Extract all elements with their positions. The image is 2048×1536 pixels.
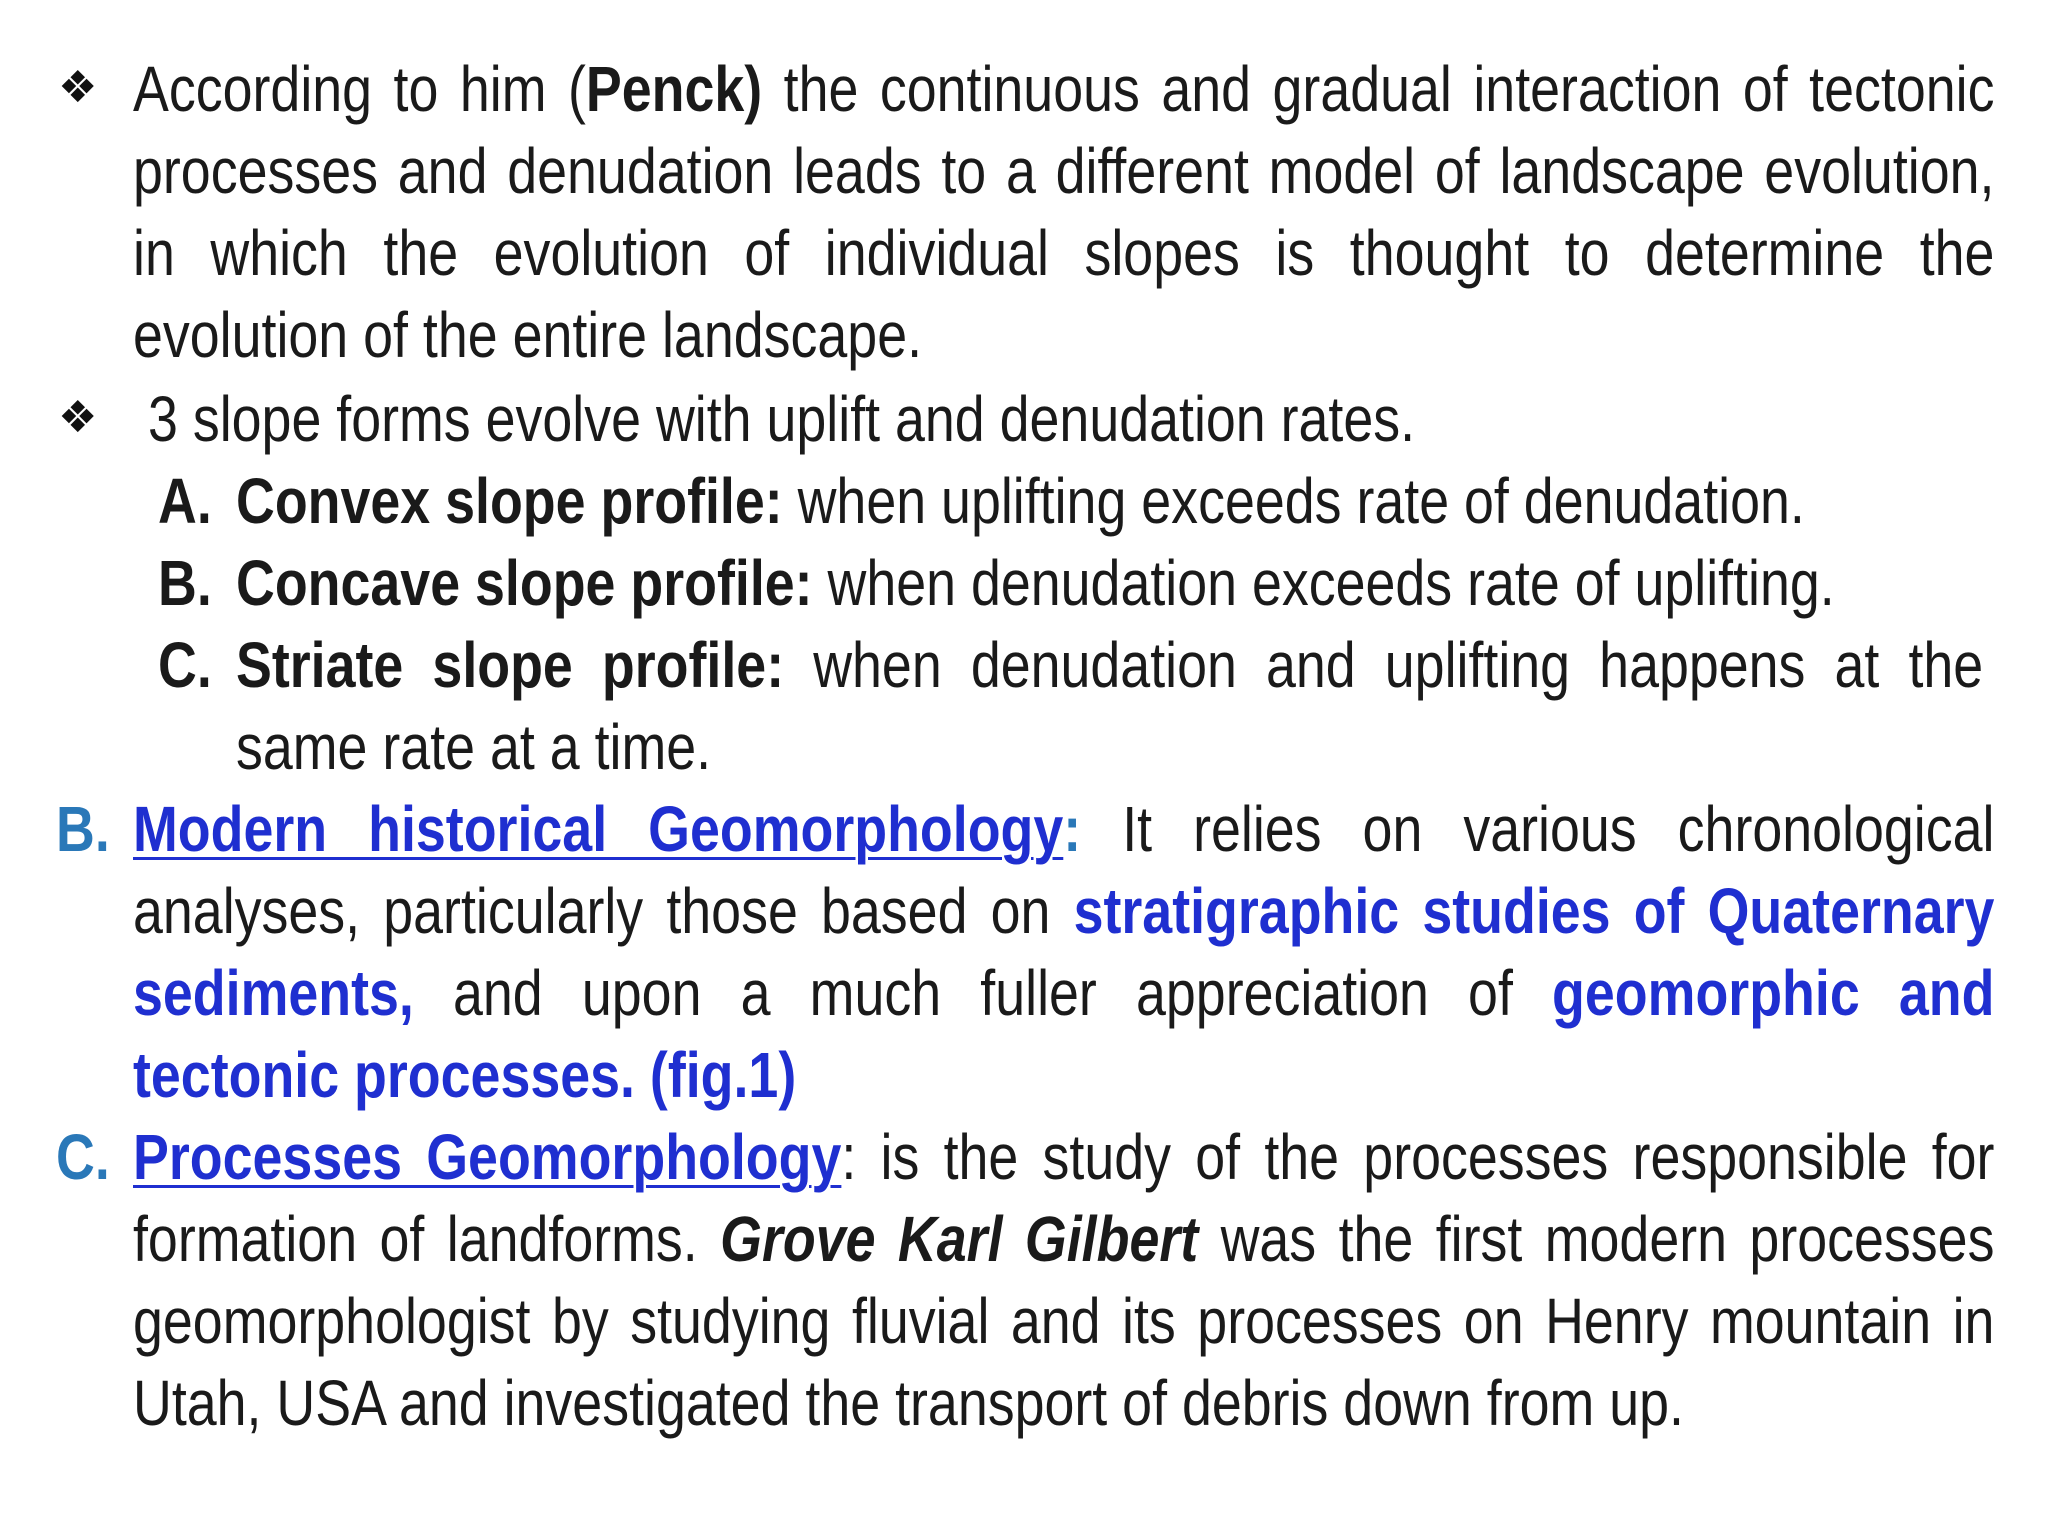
slope-desc-b: when denudation exceeds rate of uplifting. [812, 547, 1835, 619]
gilbert-name: Grove Karl Gilbert [720, 1203, 1199, 1275]
slope-label-b: B. [158, 547, 212, 619]
slope-desc-a: when uplifting exceeds rate of denudation. [782, 465, 1805, 537]
slope-item-c [236, 624, 1983, 788]
section-c-label: C. [56, 1121, 110, 1193]
section-c-colon: : [841, 1121, 857, 1193]
slope-item-a [236, 460, 1983, 542]
section-b-highlight-2: geomorphic and tectonic processes. (fig.1) [133, 957, 1995, 1111]
slope-term-a: Convex slope profile: [236, 465, 783, 537]
penck-text-1: According to him ( [133, 53, 586, 125]
penck-name: Penck) [585, 53, 763, 125]
diamond-bullet-icon: ❖ [58, 63, 98, 112]
section-c-text-1: is the study of the processes responsible for formation of landforms. [133, 1121, 1995, 1275]
section-b-text-2: and upon a much fuller appreciation of [413, 957, 1553, 1029]
slope-forms-intro: 3 slope forms evolve with uplift and denudation rates. [148, 383, 1416, 455]
section-b-text-1: It relies on various chronological analyses, particularly those based on [133, 793, 1995, 947]
section-b-colon: : [1063, 793, 1082, 865]
slope-label-a: A. [158, 465, 212, 537]
penck-text-2: the continuous and gradual interaction of tectonic processes and denudation leads to a different model of landscape evolution, in which the evolution of individual slopes is thought to determine the evolution of the entire landscape. [133, 53, 1995, 371]
section-c-text-2: was the first modern processes geomorphologist by studying fluvial and its processes on Henry mountain in Utah, USA and investigated the transport of debris down from up. [133, 1203, 1995, 1439]
slope-desc-c: when denudation and uplifting happens at the same rate at a time. [236, 629, 1984, 783]
section-b-paragraph [133, 788, 1994, 1116]
section-c-paragraph [133, 1116, 1994, 1444]
section-b-heading[interactable]: Modern historical Geomorphology [133, 793, 1064, 865]
section-b-highlight-1: stratigraphic studies of Quaternary sediments, [133, 875, 1995, 1029]
diamond-bullet-icon: ❖ [58, 393, 98, 442]
slope-term-b: Concave slope profile: [236, 547, 813, 619]
section-c-heading[interactable]: Processes Geomorphology [133, 1121, 842, 1193]
section-b-label: B. [56, 793, 110, 865]
slope-item-b [236, 542, 1983, 624]
slope-label-c: C. [158, 629, 212, 701]
slope-term-c: Striate slope profile: [236, 629, 785, 701]
penck-paragraph [133, 48, 1994, 376]
